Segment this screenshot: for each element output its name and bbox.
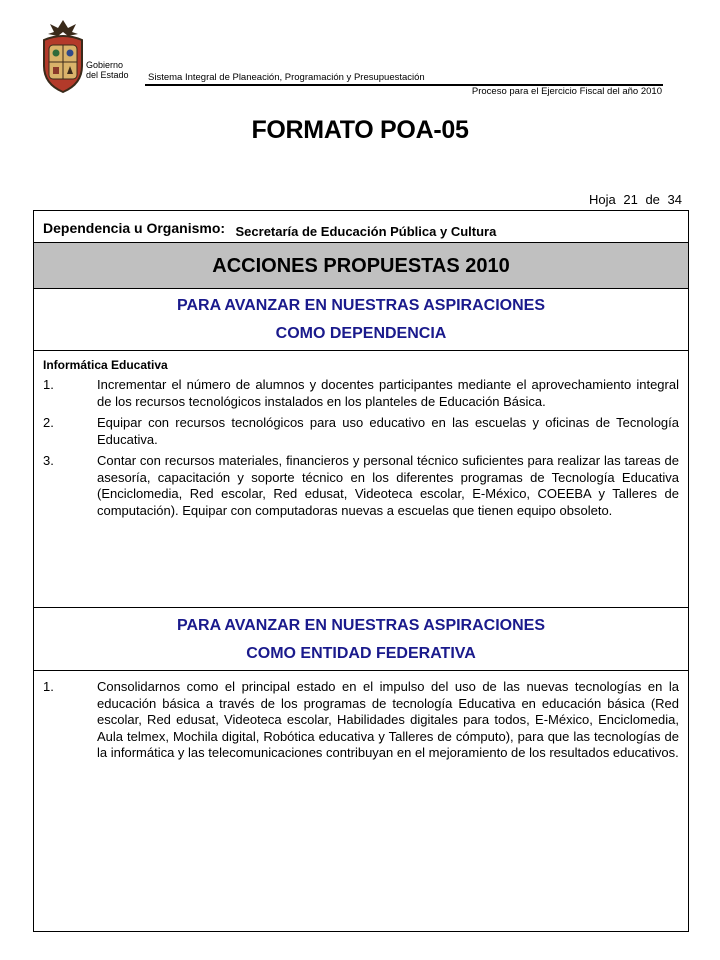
item-text: Contar con recursos materiales, financieros y personal técnico suficientes para realizar las tareas de asesoría, capacitación y soporte técnico en los diferentes programas de Tecnología Educativa (Enciclomedia, Red escolar, Red edusat, Videoteca escolar, E-México, COEEBA y Talleres de computación). Equipar con computadoras nuevas a escuelas que tienen equipo obsoleto. [97,453,679,518]
page-label: Hoja [588,192,616,207]
list-item [43,453,679,519]
state-seal-icon [38,18,88,94]
dependencia-label: Dependencia u Organismo: [43,220,226,236]
dependencia-row [34,211,688,243]
page-indicator [589,192,682,207]
item-number: 1. [43,377,54,392]
item-number: 3. [43,453,54,468]
section2-heading-line2: COMO ENTIDAD FEDERATIVA [246,645,476,662]
section2-heading-line1: PARA AVANZAR EN NUESTRAS ASPIRACIONES [176,617,546,634]
government-label [86,60,129,80]
item-text: Incrementar el número de alumnos y docentes participantes mediante el aprovechamiento integral de los recursos tecnológicos instalados en los planteles de Educación Básica. [97,377,679,409]
item-number: 2. [43,415,54,430]
section1-subheading: Informática Educativa [43,358,168,372]
section1-content [34,352,688,608]
list-item [43,377,679,410]
section2-content [34,672,688,767]
system-name: Sistema Integral de Planeación, Programación y Presupuestación [148,72,425,83]
form-frame [33,210,689,932]
government-line2: del Estado [86,70,129,80]
dependencia-value: Secretaría de Educación Pública y Cultura [235,224,497,239]
page-separator: de [645,192,660,207]
fiscal-process: Proceso para el Ejercicio Fiscal del año 2010 [471,86,662,97]
page-current: 21 [623,192,638,207]
section1-heading [34,289,688,351]
document-title: FORMATO POA-05 [251,116,469,144]
section1-heading-line2: COMO DEPENDENCIA [275,325,447,342]
list-item [43,415,679,448]
government-line1: Gobierno [86,60,124,70]
section1-heading-line1: PARA AVANZAR EN NUESTRAS ASPIRACIONES [176,297,546,314]
item-text: Equipar con recursos tecnológicos para uso educativo en las escuelas y oficinas de Tecnología Educativa. [97,415,679,447]
list-item [43,679,679,762]
acciones-title: ACCIONES PROPUESTAS 2010 [34,243,688,289]
page-total: 34 [667,192,682,207]
item-number: 1. [43,679,54,694]
item-text: Consolidarnos como el principal estado en el impulso del uso de las nuevas tecnologías en la educación básica a través de los programas de tecnología Educativa en educación básica (Red escolar, Red edusat, Videoteca escolar, Habilidades digitales para todos, E-México, Enciclomedia, Aula telmex, Mochila digital, Robótica educativa y Talleres de cómputo), para que las tecnologías de la informática y las telecomunicaciones contribuyan en el mejoramiento de los resultados educativos. [97,679,679,760]
section2-heading [34,609,688,671]
